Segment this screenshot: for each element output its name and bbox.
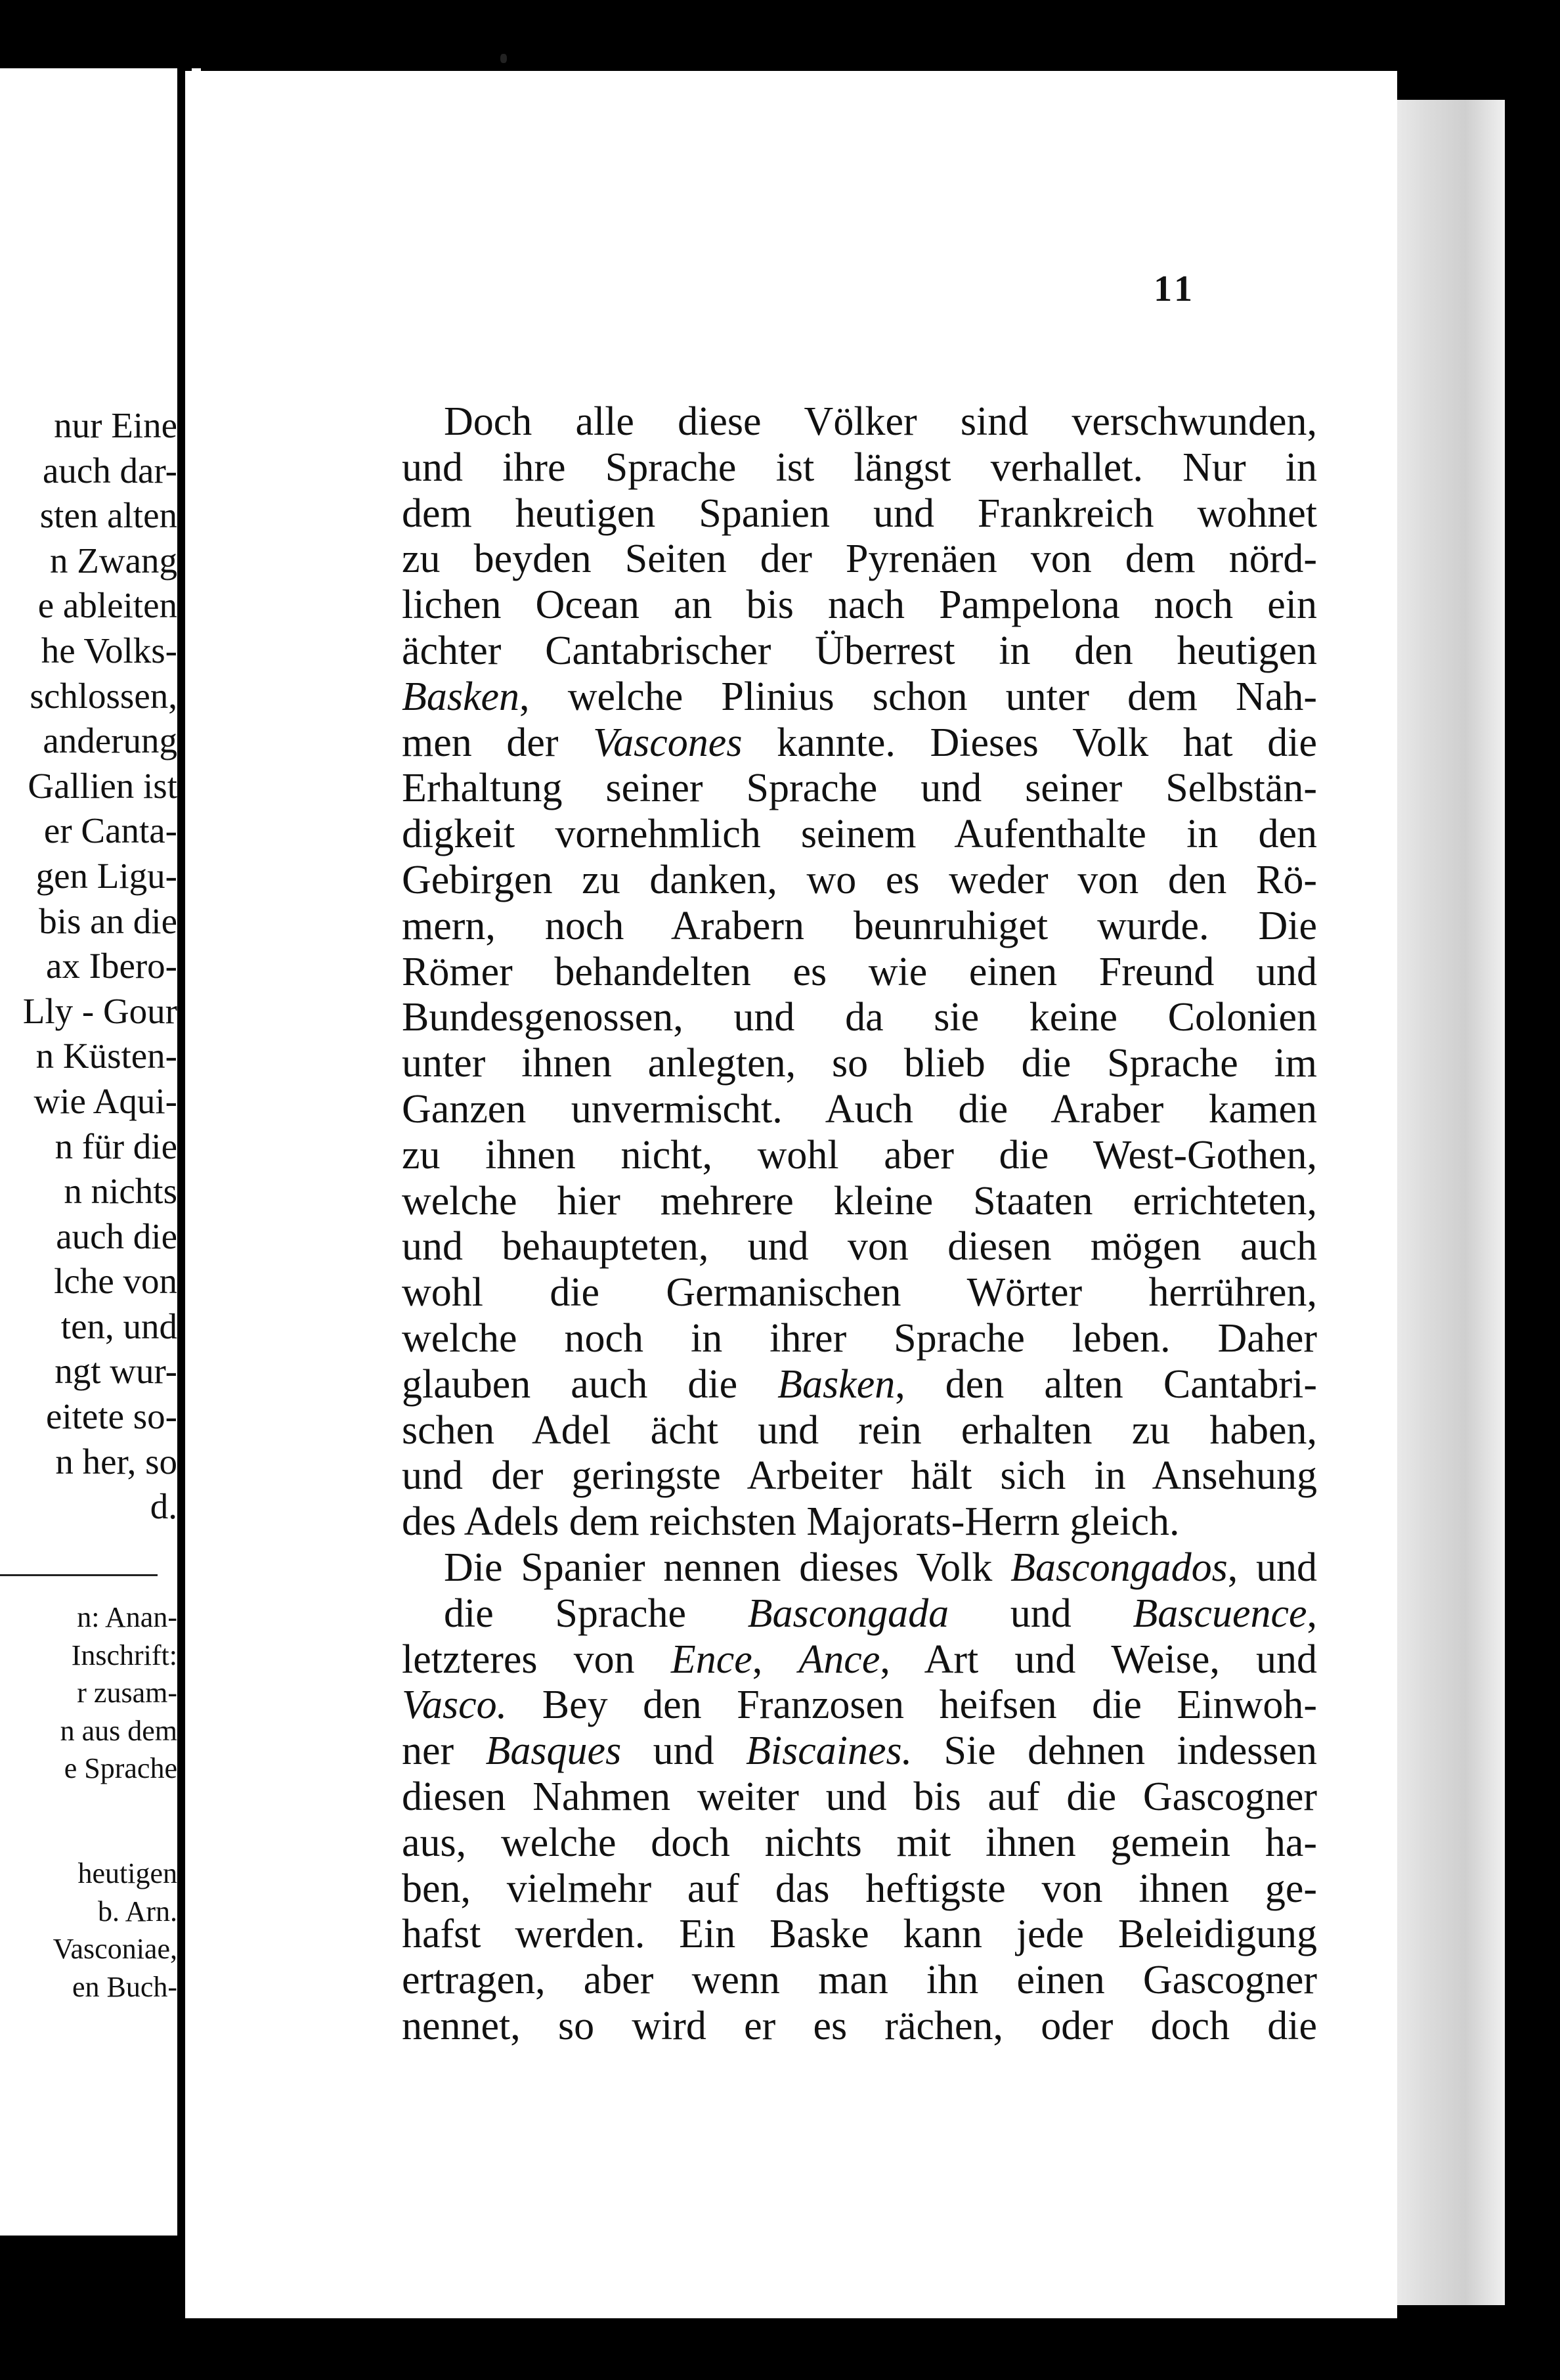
text-line: Bundesgenossen, und da sie keine Colonien	[402, 995, 1317, 1040]
text-line: ax Ibero-	[45, 946, 177, 986]
left-page-footnotes-continued	[0, 1855, 177, 2006]
text-line: n für die	[54, 1126, 177, 1166]
text-line: Ganzen unvermischt. Auch die Araber kamen	[402, 1086, 1317, 1132]
text-line: letzteres von Ence, Ance, Art und Weise, und	[402, 1637, 1318, 1682]
text-line: ner Basques und Biscaines. Sie dehnen indessen	[402, 1729, 1318, 1774]
text-line: schen Adel ächt und rein erhalten zu haben,	[402, 1407, 1317, 1453]
text-line: he Volks-	[41, 630, 177, 671]
page-number: 11	[1154, 269, 1196, 309]
text-line: n Zwang	[50, 540, 177, 581]
text-line: dem heutigen Spanien und Frankreich wohnet	[402, 491, 1317, 536]
scan-speck	[500, 54, 507, 63]
right-page	[185, 71, 1397, 2318]
text-line: auch dar-	[42, 450, 177, 491]
text-line: er Canta-	[43, 810, 177, 851]
text-line: glauben auch die Basken, den alten Cantabri-	[402, 1361, 1317, 1407]
text-line: e Sprache	[64, 1752, 177, 1785]
text-line: n nichts	[64, 1171, 177, 1212]
text-line: Vasconiae,	[53, 1933, 177, 1966]
text-line: n: Anan-	[77, 1601, 177, 1633]
left-page	[0, 68, 201, 2236]
text-line: Doch alle diese Völker sind verschwunden,	[444, 399, 1317, 444]
text-line: Römer behandelten es wie einen Freund und	[402, 949, 1317, 994]
text-line: ächter Cantabrischer Überrest in den heutigen	[402, 628, 1317, 673]
text-line: bis an die	[39, 900, 177, 941]
text-line: Vasco. Bey den Franzosen heifsen die Einwoh-	[402, 1683, 1317, 1728]
text-line: wie Aqui-	[33, 1080, 177, 1121]
text-line: des Adels dem reichsten Majorats-Herrn gleich.	[402, 1499, 1180, 1545]
text-line: en Buch-	[72, 1970, 177, 2003]
text-line: lichen Ocean an bis nach Pampelona noch ein	[402, 583, 1317, 628]
text-line: n aus dem	[60, 1714, 177, 1747]
text-line: digkeit vornehmlich seinem Aufenthalte in den	[402, 812, 1317, 857]
text-line: Die Spanier nennen dieses Volk Bascongados, und die Sprache Bascongada und Bascuence,	[444, 1545, 1317, 1636]
text-line: Inschrift:	[71, 1639, 177, 1671]
text-line: ten, und	[60, 1306, 177, 1346]
text-line: zu beyden Seiten der Pyrenäen von dem nörd-	[402, 537, 1317, 582]
text-line: d.	[150, 1486, 177, 1527]
text-line: n Küsten-	[35, 1036, 177, 1076]
text-line: mern, noch Arabern beunruhiget wurde. Die	[402, 903, 1317, 948]
text-line: b. Arn.	[98, 1895, 177, 1928]
text-line: aus, welche doch nichts mit ihnen gemein ha-	[402, 1820, 1317, 1865]
text-line: r zusam-	[77, 1677, 177, 1709]
footnote-rule	[0, 1574, 158, 1576]
text-line: men der Vascones kannte. Dieses Volk hat die	[402, 720, 1317, 765]
text-line: Gebirgen zu danken, wo es weder von den Rö-	[402, 857, 1317, 902]
left-page-text	[0, 403, 177, 1530]
text-line: eitete so-	[45, 1396, 177, 1437]
main-text-block	[402, 399, 1317, 2050]
text-line: welche hier mehrere kleine Staaten errichteten,	[402, 1178, 1317, 1223]
text-line: und ihre Sprache ist längst verhallet. Nur in	[402, 445, 1317, 490]
text-line: lche von	[54, 1261, 177, 1302]
text-line: und der geringste Arbeiter hält sich in Ansehung	[402, 1453, 1317, 1499]
text-line: sten alten	[39, 495, 177, 536]
text-line: nur Eine	[54, 405, 177, 445]
text-line: e ableiten	[37, 585, 177, 626]
text-line: ben, vielmehr auf das heftigste von ihnen ge-	[402, 1866, 1317, 1911]
text-line: und behaupteten, und von diesen mögen auch	[402, 1224, 1317, 1269]
text-line: Basken, welche Plinius schon unter dem Nah-	[402, 674, 1317, 719]
text-line: ngt wur-	[54, 1351, 177, 1392]
text-line: welche noch in ihrer Sprache leben. Daher	[402, 1315, 1317, 1361]
text-line: n her, so	[55, 1441, 177, 1482]
text-line: zu ihnen nicht, wohl aber die West-Gothen,	[402, 1132, 1317, 1178]
text-line: heutigen	[77, 1857, 177, 1889]
text-line: gen Ligu-	[35, 855, 177, 896]
left-page-footnotes	[0, 1598, 177, 1788]
text-line: auch die	[56, 1216, 177, 1256]
text-line: wohl die Germanischen Wörter herrühren,	[402, 1270, 1317, 1315]
text-line: unter ihnen anlegten, so blieb die Sprache im	[402, 1041, 1317, 1086]
text-line: anderung	[43, 720, 177, 761]
text-line: Erhaltung seiner Sprache und seiner Selbstän-	[402, 766, 1317, 811]
text-line: ertragen, aber wenn man ihn einen Gascogner	[402, 1958, 1317, 2003]
text-line: hafst werden. Ein Baske kann jede Beleidigung	[402, 1912, 1317, 1957]
text-line: Lly - Gour	[22, 990, 177, 1031]
text-line: diesen Nahmen weiter und bis auf die Gascogner	[402, 1774, 1317, 1819]
text-line: nennet, so wird er es rächen, oder doch die	[402, 2003, 1317, 2048]
text-line: Gallien ist	[28, 765, 177, 806]
text-line: schlossen,	[30, 675, 177, 716]
